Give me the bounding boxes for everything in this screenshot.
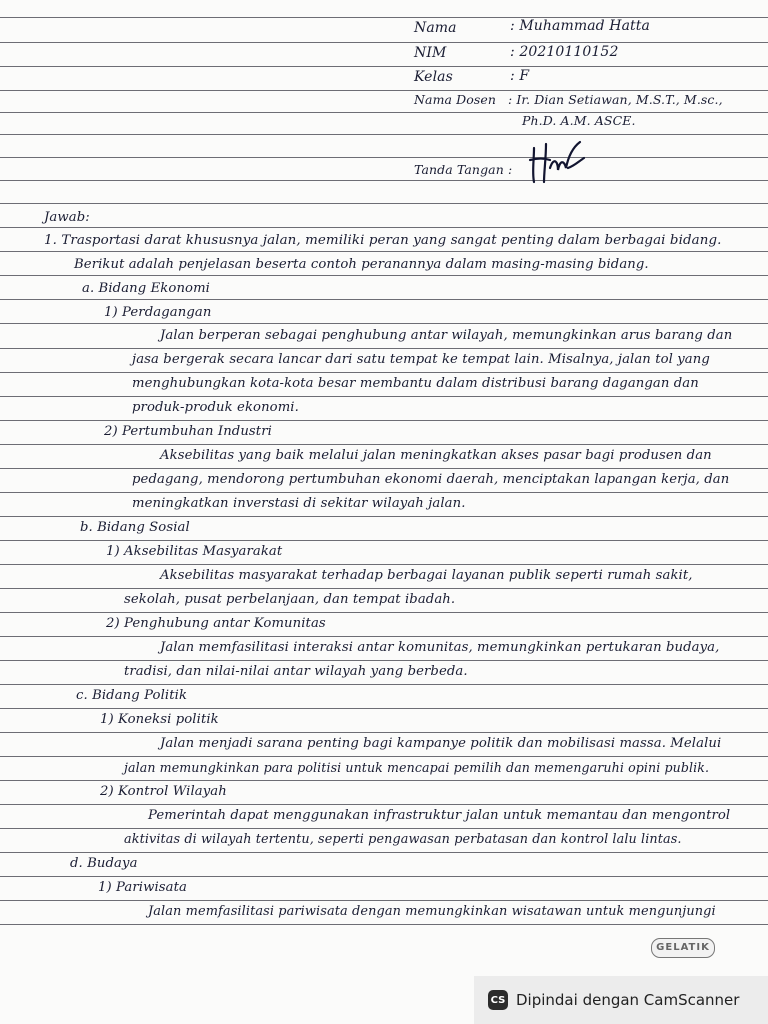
subsection-heading: 1) Koneksi politik: [100, 712, 219, 727]
ruled-line: [0, 112, 768, 113]
answer-line: 1. Trasportasi darat khususnya jalan, memiliki peran yang sangat penting dalam berbagai bidang.: [44, 233, 722, 248]
ruled-line: [0, 396, 768, 397]
subsection-heading: 2) Kontrol Wilayah: [100, 784, 227, 799]
ruled-line: [0, 780, 768, 781]
answer-line: jalan memungkinkan para politisi untuk mencapai pemilih dan memengaruhi opini publik.: [124, 760, 710, 775]
ruled-line: [0, 227, 768, 228]
answer-line: menghubungkan kota-kota besar membantu dalam distribusi barang dagangan dan: [132, 376, 699, 391]
answer-line: jasa bergerak secara lancar dari satu tempat ke tempat lain. Misalnya, jalan tol yang: [132, 352, 710, 367]
ruled-line: [0, 732, 768, 733]
nim-label: NIM: [414, 45, 447, 61]
dosen-label: Nama Dosen: [414, 92, 497, 107]
answer-line: Jalan menjadi sarana penting bagi kampanye politik dan mobilisasi massa. Melalui: [160, 736, 722, 751]
answer-line: Aksebilitas masyarakat terhadap berbagai layanan publik seperti rumah sakit,: [160, 568, 693, 583]
nama-value: : Muhammad Hatta: [510, 18, 650, 34]
ruled-line: [0, 90, 768, 91]
section-heading: a. Bidang Ekonomi: [82, 281, 210, 296]
ruled-line: [0, 564, 768, 565]
answer-line: Jalan memfasilitasi interaksi antar komunitas, memungkinkan pertukaran budaya,: [160, 640, 720, 655]
section-heading: d. Budaya: [70, 856, 138, 871]
ruled-line: [0, 876, 768, 877]
ruled-line: [0, 684, 768, 685]
kelas-label: Kelas: [414, 69, 453, 85]
signature-label: Tanda Tangan :: [414, 162, 513, 177]
ruled-line: [0, 900, 768, 901]
subsection-heading: 2) Penghubung antar Komunitas: [106, 616, 326, 631]
kelas-value: : F: [510, 68, 530, 84]
answer-line: tradisi, dan nilai-nilai antar wilayah yang berbeda.: [124, 664, 468, 679]
answer-line: pedagang, mendorong pertumbuhan ekonomi daerah, menciptakan lapangan kerja, dan: [132, 472, 730, 487]
ruled-line: [0, 708, 768, 709]
ruled-line: [0, 804, 768, 805]
ruled-line: [0, 299, 768, 300]
ruled-line: [0, 660, 768, 661]
jawab-heading: Jawab:: [44, 210, 90, 225]
ruled-line: [0, 66, 768, 67]
ruled-line: [0, 157, 768, 158]
camscanner-icon: CS: [488, 990, 508, 1010]
section-heading: b. Bidang Sosial: [80, 520, 190, 535]
subsection-heading: 1) Aksebilitas Masyarakat: [106, 544, 283, 559]
ruled-line: [0, 852, 768, 853]
ruled-line: [0, 372, 768, 373]
dosen-value-line2: Ph.D. A.M. ASCE.: [522, 113, 636, 128]
camscanner-text: Dipindai dengan CamScanner: [516, 991, 740, 1009]
ruled-line: [0, 134, 768, 135]
ruled-line: [0, 251, 768, 252]
dosen-value-line1: : Ir. Dian Setiawan, M.S.T., M.sc.,: [508, 92, 723, 107]
answer-line: Pemerintah dapat menggunakan infrastruktur jalan untuk memantau dan mengontrol: [148, 808, 731, 823]
answer-line: Aksebilitas yang baik melalui jalan meningkatkan akses pasar bagi produsen dan: [160, 448, 712, 463]
answer-line: sekolah, pusat perbelanjaan, dan tempat ibadah.: [124, 592, 456, 607]
ruled-line: [0, 348, 768, 349]
nama-label: Nama: [414, 20, 457, 36]
section-heading: c. Bidang Politik: [76, 688, 188, 703]
ruled-line: [0, 828, 768, 829]
subsection-heading: 2) Pertumbuhan Industri: [104, 424, 272, 439]
answer-line: produk-produk ekonomi.: [132, 400, 299, 415]
subsection-heading: 1) Pariwisata: [98, 880, 187, 895]
answer-line: meningkatkan inverstasi di sekitar wilayah jalan.: [132, 496, 466, 511]
ruled-line: [0, 275, 768, 276]
ruled-line: [0, 323, 768, 324]
answer-line: Jalan memfasilitasi pariwisata dengan memungkinkan wisatawan untuk mengunjungi: [148, 904, 716, 919]
ruled-line: [0, 203, 768, 204]
ruled-line: [0, 42, 768, 43]
ruled-line: [0, 444, 768, 445]
ruled-line: [0, 180, 768, 181]
ruled-line: [0, 492, 768, 493]
ruled-line: [0, 924, 768, 925]
ruled-line: [0, 612, 768, 613]
ruled-line: [0, 540, 768, 541]
signature-image: [528, 138, 588, 186]
nim-value: : 20210110152: [510, 44, 619, 60]
subsection-heading: 1) Perdagangan: [104, 305, 212, 320]
ruled-line: [0, 516, 768, 517]
ruled-line: [0, 636, 768, 637]
camscanner-watermark: [474, 976, 768, 1024]
answer-line: Berikut adalah penjelasan beserta contoh peranannya dalam masing-masing bidang.: [74, 257, 649, 272]
answer-line: Jalan berperan sebagai penghubung antar wilayah, memungkinkan arus barang dan: [160, 328, 733, 343]
ruled-line: [0, 468, 768, 469]
ruled-line: [0, 588, 768, 589]
ruled-line: [0, 420, 768, 421]
ruled-line: [0, 17, 768, 18]
gelatik-brand-logo: GELATIK: [651, 938, 715, 958]
answer-line: aktivitas di wilayah tertentu, seperti pengawasan perbatasan dan kontrol lalu lintas.: [124, 832, 682, 847]
ruled-line: [0, 756, 768, 757]
